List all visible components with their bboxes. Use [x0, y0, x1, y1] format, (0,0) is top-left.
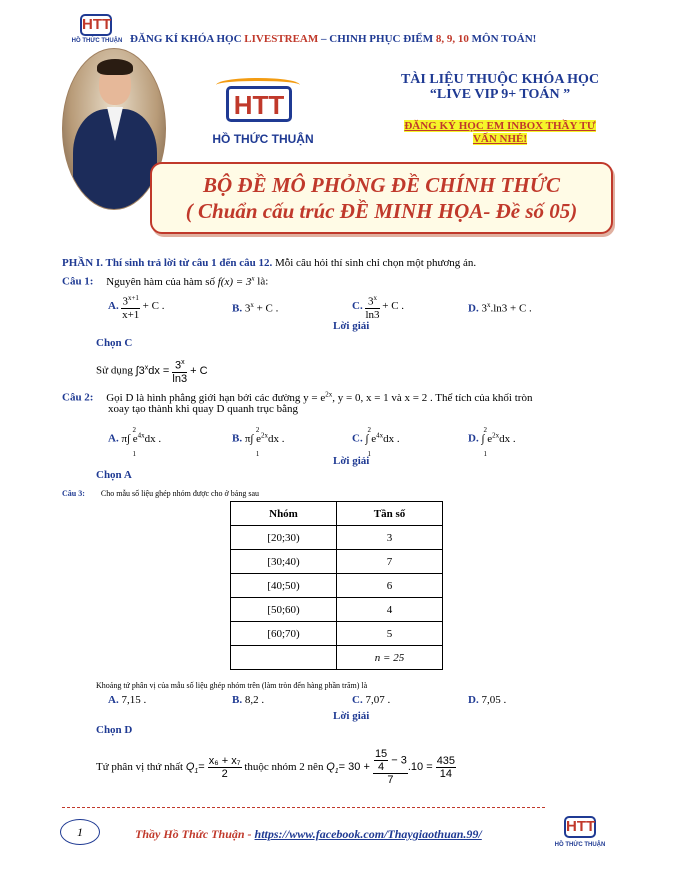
table-row	[231, 574, 443, 598]
q2-solution-label: Lời giải	[333, 455, 370, 467]
q2-text-2: xoay tạo thành khi quay D quanh trục bằng	[108, 403, 299, 415]
q1-explain-prefix: Sử dụng	[96, 364, 133, 377]
q1-d-exp: x	[486, 301, 491, 309]
q1-explain-formula: $\int 3^xdx$ = $\frac{3^x}{\ln 3}$ + C	[135, 359, 208, 385]
inbox-line2: VẤN NHÉ!	[472, 133, 528, 145]
q2-c-label: C.	[352, 432, 363, 445]
center-logo	[198, 78, 328, 150]
table-cell-frequency: 5	[337, 622, 443, 646]
header-logo-mark: HTT	[80, 14, 112, 36]
q2-choice: Chọn A	[96, 469, 132, 481]
facebook-link[interactable]: https://www.facebook.com/Thaygiaothuan.99/	[254, 827, 482, 841]
footer-author-name: Thầy Hồ Thức Thuận -	[135, 827, 255, 841]
q2-option-a[interactable]	[108, 425, 162, 458]
table-cell-group: [20;30)	[231, 526, 337, 550]
center-logo-mark: HTT	[226, 86, 292, 122]
part1-heading	[62, 256, 476, 270]
q3-d-label: D.	[468, 694, 479, 706]
table-header-frequency: Tần số	[337, 502, 443, 526]
q1-c-fraction: $\frac{3^x}{\ln 3}$	[365, 294, 380, 321]
q1-d-label: D.	[468, 302, 479, 315]
question-3	[62, 489, 259, 498]
q2-b-label: B.	[232, 432, 243, 445]
table-cell-frequency: 3	[337, 526, 443, 550]
q1-choice: Chọn C	[96, 337, 133, 349]
table-row	[231, 526, 443, 550]
q3-explain-formula-1: $Q_1=$ $\frac{\text{x₆ + x₇}}{2}$	[185, 754, 241, 780]
table-cell-group: [30;40)	[231, 550, 337, 574]
table-cell-total: n = 25	[337, 646, 443, 670]
q3-b-text: 8,2 .	[244, 694, 265, 706]
q3-option-b[interactable]	[232, 693, 264, 707]
q1-a-label: A.	[108, 299, 119, 312]
banner-mid: – CHINH PHỤC ĐIỂM	[318, 33, 436, 45]
inbox-notice	[380, 120, 620, 146]
table-cell-frequency: 4	[337, 598, 443, 622]
q3-text: Cho mẫu số liệu ghép nhóm được cho ở bảng sau	[100, 489, 259, 498]
footer-author	[135, 827, 482, 842]
q3-option-d[interactable]	[468, 693, 506, 707]
table-header-group: Nhóm	[231, 502, 337, 526]
q2-label: Câu 2:	[62, 391, 94, 404]
q3-explain-formula-2: $Q_1= 30$ + $\frac{15}{4}$ − 3 7 .10 = $\frac{435}{14}$	[326, 748, 456, 786]
portrait-hair	[97, 59, 133, 75]
q3-d-text: 7,05 .	[481, 694, 507, 706]
q3-a-label: A.	[108, 694, 119, 706]
table-row	[231, 622, 443, 646]
q2-d-label: D.	[468, 432, 479, 445]
q2-option-d[interactable]	[468, 425, 516, 458]
part1-title: PHẦN I. Thí sinh trả lời từ câu 1 đến câu 12.	[62, 257, 273, 269]
footer-logo-caption: HỒ THỨC THUẬN	[554, 842, 606, 848]
footer-logo-mark: HTT	[564, 816, 596, 838]
table-cell-group	[231, 646, 337, 670]
q2-a-integral: π∫ $e^{4x}dx$ . 2 1	[121, 425, 162, 458]
q1-c-tail: + C .	[382, 299, 405, 312]
q3-option-a[interactable]	[108, 693, 146, 707]
table-cell-group: [40;50)	[231, 574, 337, 598]
exam-title-line1: BỘ ĐỀ MÔ PHỎNG ĐỀ CHÍNH THỨC	[203, 173, 560, 197]
q3-c-label: C.	[352, 694, 363, 706]
q3-explanation	[96, 748, 456, 788]
table-row	[231, 598, 443, 622]
banner-livestream: LIVESTREAM	[244, 33, 319, 45]
table-cell-frequency: 6	[337, 574, 443, 598]
q1-text: Nguyên hàm của hàm số	[106, 275, 215, 288]
q1-b-exp: x	[250, 301, 254, 309]
table-header-row	[231, 502, 443, 526]
q1-label: Câu 1:	[62, 275, 94, 288]
header-logo-caption: HỒ THỨC THUẬN	[71, 38, 123, 44]
page-number: 1	[60, 819, 100, 845]
center-logo-caption: HỒ THỨC THUẬN	[212, 132, 314, 146]
banner-scores: 8, 9, 10	[435, 33, 469, 45]
course-title-line2: “LIVE VIP 9+ TOÁN ”	[429, 87, 571, 102]
q1-explanation	[96, 357, 208, 385]
banner-prefix: ĐĂNG KÍ KHÓA HỌC	[130, 33, 245, 45]
q3-c-text: 7,07 .	[365, 694, 391, 706]
q2-text-1: Gọi D là hình phẳng giới hạn bởi các đường $y = e^{2x}$, y = 0, x = 1 và x = 2 . Thể tích của khối tròn	[106, 390, 533, 404]
table-row-total	[231, 646, 443, 670]
top-banner	[130, 33, 536, 45]
q1-option-a[interactable]	[108, 292, 164, 321]
q1-option-b[interactable]	[232, 298, 278, 316]
q3-explain-prefix: Tứ phân vị thứ nhất	[96, 761, 184, 773]
part1-instruction: Mỗi câu hỏi thí sinh chỉ chọn một phương án.	[272, 257, 477, 269]
footer-logo	[550, 814, 610, 852]
frequency-table	[230, 501, 443, 670]
course-title-line1: TÀI LIỆU THUỘC KHÓA HỌC	[400, 72, 600, 87]
q3-solution-label: Lời giải	[333, 710, 370, 722]
inbox-line1: ĐĂNG KÝ HỌC EM INBOX THẦY TƯ	[404, 120, 596, 132]
q2-c-integral: ∫ $e^{4x}dx$ . 2 1	[365, 425, 400, 458]
header-logo	[72, 12, 122, 48]
q3-choice: Chọn D	[96, 724, 133, 736]
q3-option-c[interactable]	[352, 693, 390, 707]
banner-suffix: MÔN TOÁN!	[468, 33, 537, 45]
q3-label: Câu 3:	[62, 489, 85, 498]
q1-d-tail: .ln3 + C .	[490, 302, 532, 315]
q1-b-base: 3	[244, 302, 251, 315]
q1-c-label: C.	[352, 299, 363, 312]
q2-option-c[interactable]	[352, 425, 400, 458]
q2-d-integral: ∫ $e^{2x}dx$ . 2 1	[481, 425, 516, 458]
q1-solution-label: Lời giải	[333, 320, 370, 332]
table-row	[231, 550, 443, 574]
q1-b-tail: + C .	[253, 302, 279, 315]
table-cell-group: [50;60)	[231, 598, 337, 622]
q3-a-text: 7,15 .	[121, 694, 147, 706]
course-title	[380, 72, 620, 102]
q1-option-d[interactable]	[468, 298, 532, 316]
question-1	[62, 271, 268, 289]
q3-question: Khoảng tứ phân vị của mẫu số liệu ghép nhóm trên (làm tròn đến hàng phần trăm) là	[96, 681, 368, 690]
footer-divider	[62, 807, 545, 808]
q1-a-fraction: $\frac{3^{x+1}}{x+1}$	[122, 294, 140, 321]
exam-title-box	[150, 162, 613, 234]
q2-b-integral: π∫ $e^{2x}dx$ . 2 1	[244, 425, 285, 458]
q1-func: $f(x) = 3^x$	[217, 274, 255, 288]
q1-text-end: là:	[257, 275, 269, 288]
q3-b-label: B.	[232, 694, 243, 706]
exam-title-line2: ( Chuẩn cấu trúc ĐỀ MINH HỌA- Đề số 05)	[185, 199, 578, 223]
q1-d-base: 3	[481, 302, 487, 315]
q3-explain-mid: thuộc nhóm 2 nên	[244, 761, 324, 773]
table-cell-group: [60;70)	[231, 622, 337, 646]
q1-a-tail: + C .	[142, 299, 165, 312]
q1-b-label: B.	[232, 302, 243, 315]
q1-option-c[interactable]	[352, 292, 404, 321]
q2-option-b[interactable]	[232, 425, 285, 458]
table-cell-frequency: 7	[337, 550, 443, 574]
q2-a-label: A.	[108, 432, 119, 445]
